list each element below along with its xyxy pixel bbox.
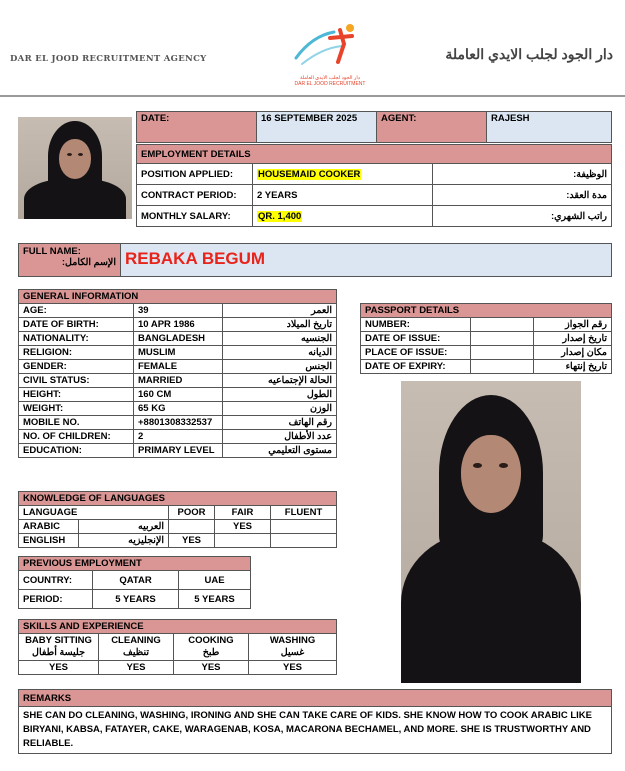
passport-table [360,303,612,374]
lang-header-poor: POOR [169,506,215,520]
prev-country-label: COUNTRY: [19,571,93,590]
lang-arabic-fair: YES [215,520,271,534]
general-info-label-ar: الجنسيه [223,332,337,346]
passport-row [361,332,612,346]
skill-washing-header [249,634,337,661]
general-info-label: NO. OF CHILDREN: [19,430,134,444]
general-info-value: 160 CM [134,388,223,402]
general-info-value: +8801308332537 [134,416,223,430]
lang-arabic-name: ARABIC [19,520,79,534]
contract-value: 2 YEARS [253,185,433,206]
skill-cleaning-header [99,634,174,661]
skill-babysitting-en: BABY SITTING [25,635,92,646]
header-divider [0,95,625,97]
salary-label-ar: راتب الشهري: [433,206,612,227]
position-value [253,164,433,185]
passport-label: DATE OF EXPIRY: [361,360,471,374]
skill-cooking-ar: طبخ [202,647,220,658]
contract-label: CONTRACT PERIOD: [137,185,253,206]
previous-employment-title: PREVIOUS EMPLOYMENT [19,557,251,571]
logo-text-ar: دار الجود لجلب الايدي العاملة [300,75,360,81]
skill-cooking-header [174,634,249,661]
prev-country-2: UAE [179,571,251,590]
passport-row [361,346,612,360]
fullname-value: REBAKA BEGUM [125,249,266,268]
fullname-label-ar: الإسم الكامل: [61,257,116,268]
lang-arabic-fluent [271,520,337,534]
general-info-row [19,346,337,360]
general-info-label: WEIGHT: [19,402,134,416]
general-info-label: MOBILE NO. [19,416,134,430]
fullname-table [18,243,612,277]
passport-value [471,360,534,374]
general-info-label-ar: رقم الهاتف [223,416,337,430]
general-info-label-ar: العمر [223,304,337,318]
general-info-value: MARRIED [134,374,223,388]
lang-english-poor: YES [169,534,215,548]
general-info-label-ar: الطول [223,388,337,402]
skill-washing-value: YES [249,661,337,675]
general-info-row [19,388,337,402]
passport-rows [361,318,612,374]
lang-header-fluent: FLUENT [271,506,337,520]
position-value-text: HOUSEMAID COOKER [258,168,361,180]
skills-table [18,619,337,675]
salary-value [253,206,433,227]
general-info-label-ar: الوزن [223,402,337,416]
general-info-label-ar: مستوى التعليمي [223,444,337,458]
fullname-label: FULL NAME: [23,246,81,257]
skill-washing-en: WASHING [269,635,316,646]
lang-english-name-ar: الإنجليزيه [79,534,169,548]
passport-label-ar: تاريخ إصدار [534,332,612,346]
position-label: POSITION APPLIED: [137,164,253,185]
general-info-label-ar: الديانه [223,346,337,360]
passport-row [361,360,612,374]
passport-value [471,332,534,346]
prev-country-1: QATAR [93,571,179,590]
general-info-value: MUSLIM [134,346,223,360]
general-info-row [19,430,337,444]
prev-period-label: PERIOD: [19,590,93,609]
prev-period-1: 5 YEARS [93,590,179,609]
previous-employment-table [18,556,251,609]
general-info-label: EDUCATION: [19,444,134,458]
general-info-row [19,304,337,318]
general-info-row [19,444,337,458]
passport-title: PASSPORT DETAILS [361,304,612,318]
agency-name-en: DAR EL JOOD RECRUITMENT AGENCY [10,54,207,64]
skill-cleaning-ar: تنظيف [122,647,149,658]
general-info-label-ar: الحالة الإجتماعيه [223,374,337,388]
general-info-row [19,374,337,388]
general-info-label: AGE: [19,304,134,318]
date-label: DATE: [137,112,257,143]
general-info-row [19,318,337,332]
general-info-rows [19,304,337,458]
skill-babysitting-header [19,634,99,661]
date-value: 16 SEPTEMBER 2025 [257,112,377,143]
salary-label: MONTHLY SALARY: [137,206,253,227]
logo-text-en: DAR EL JOOD RECRUITMENT [294,81,366,87]
agent-value: RAJESH [487,112,612,143]
agency-name-ar: دار الجود لجلب الايدي العاملة [445,46,613,62]
general-info-value: 65 KG [134,402,223,416]
general-info-label: GENDER: [19,360,134,374]
applicant-photo-small [18,117,132,219]
general-info-label: NATIONALITY: [19,332,134,346]
general-info-label: RELIGION: [19,346,134,360]
lang-english-fluent [271,534,337,548]
general-info-title: GENERAL INFORMATION [19,290,337,304]
languages-title: KNOWLEDGE OF LANGUAGES [19,492,337,506]
general-info-label: CIVIL STATUS: [19,374,134,388]
fullname-value-cell [121,244,612,277]
general-info-row [19,332,337,346]
general-info-row [19,360,337,374]
agent-label: AGENT: [377,112,487,143]
general-info-row [19,416,337,430]
skill-washing-ar: غسيل [280,647,305,658]
remarks-table [18,689,612,754]
lang-header-fair: FAIR [215,506,271,520]
agency-logo [282,22,378,92]
lang-arabic-poor [169,520,215,534]
general-info-value: 39 [134,304,223,318]
passport-label: DATE OF ISSUE: [361,332,471,346]
general-info-table [18,289,337,458]
passport-value [471,318,534,332]
applicant-photo-large [401,381,581,683]
skill-cooking-en: COOKING [188,635,234,646]
remarks-text: SHE CAN DO CLEANING, WASHING, IRONING AND SHE CAN TAKE CARE OF KIDS. SHE KNOW HOW TO COOK ARABIC LIKE BIRYANI, KABSA, FATAYER, CAKE, WARAGENAB, KOSA, MACARONA BECHAMEL, AND MORE. SHE IS TRUSTWORTHY AND RELIABLE. [19,707,612,754]
languages-table [18,491,337,548]
logo-figure-icon [282,22,378,70]
skills-title: SKILLS AND EXPERIENCE [19,620,337,634]
employment-title: EMPLOYMENT DETAILS [137,145,612,164]
position-label-ar: الوظيفة: [433,164,612,185]
general-info-value: FEMALE [134,360,223,374]
general-info-label-ar: الجنس [223,360,337,374]
skill-babysitting-ar: جليسة أطفال [32,647,85,658]
passport-label: NUMBER: [361,318,471,332]
general-info-value: 10 APR 1986 [134,318,223,332]
lang-english-name: ENGLISH [19,534,79,548]
general-info-label-ar: تاريخ الميلاد [223,318,337,332]
passport-label-ar: رقم الجواز [534,318,612,332]
skill-cleaning-en: CLEANING [111,635,161,646]
general-info-row [19,402,337,416]
employment-table [136,144,612,227]
general-info-value: PRIMARY LEVEL [134,444,223,458]
passport-row [361,318,612,332]
general-info-label-ar: عدد الأطفال [223,430,337,444]
general-info-label: DATE OF BIRTH: [19,318,134,332]
passport-label-ar: مكان إصدار [534,346,612,360]
remarks-title: REMARKS [19,690,612,707]
date-agent-table [136,111,612,143]
lang-arabic-name-ar: العربيه [79,520,169,534]
passport-value [471,346,534,360]
general-info-value: 2 [134,430,223,444]
general-info-value: BANGLADESH [134,332,223,346]
passport-label: PLACE OF ISSUE: [361,346,471,360]
salary-value-text: QR. 1,400 [258,210,302,222]
lang-english-fair [215,534,271,548]
general-info-label: HEIGHT: [19,388,134,402]
skill-babysitting-value: YES [19,661,99,675]
lang-header-language: LANGUAGE [19,506,169,520]
fullname-label-cell [19,244,121,277]
skill-cleaning-value: YES [99,661,174,675]
passport-label-ar: تاريخ إنتهاء [534,360,612,374]
prev-period-2: 5 YEARS [179,590,251,609]
contract-label-ar: مدة العقد: [433,185,612,206]
skill-cooking-value: YES [174,661,249,675]
